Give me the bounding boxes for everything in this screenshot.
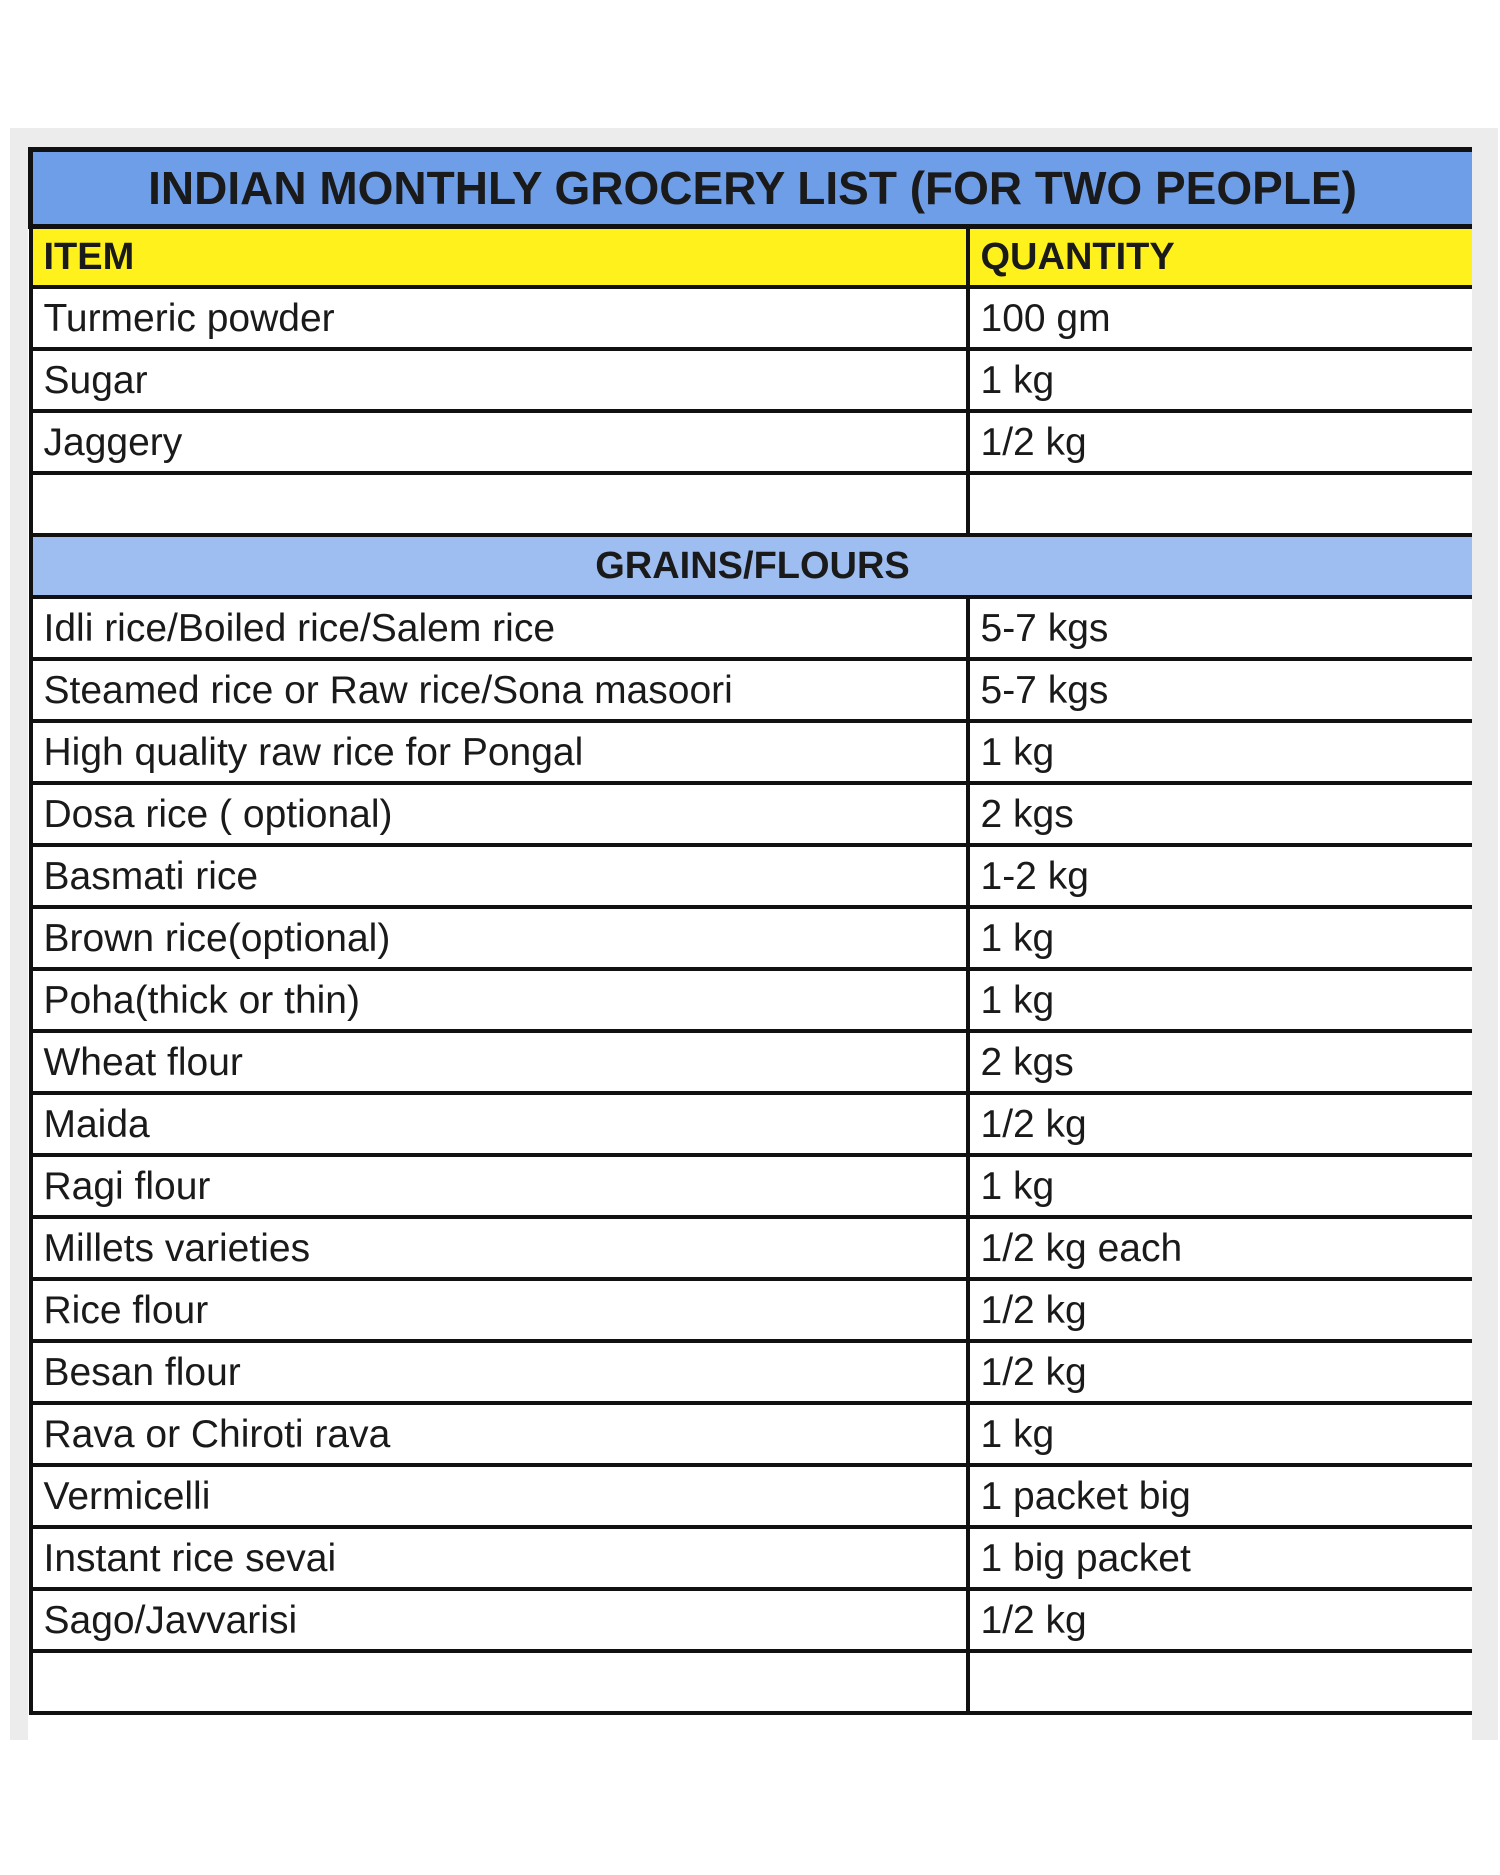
item-column-header: ITEM <box>31 227 968 288</box>
item-cell: Idli rice/Boiled rice/Salem rice <box>31 597 968 659</box>
quantity-cell: 1 big packet <box>968 1527 1473 1589</box>
item-cell: High quality raw rice for Pongal <box>31 721 968 783</box>
quantity-column-header: QUANTITY <box>968 227 1473 288</box>
item-cell: Wheat flour <box>31 1031 968 1093</box>
table-row <box>31 659 1473 721</box>
item-cell: Dosa rice ( optional) <box>31 783 968 845</box>
table-row <box>31 287 1473 349</box>
quantity-cell: 1 kg <box>968 1155 1473 1217</box>
table-row <box>31 845 1473 907</box>
quantity-cell: 1/2 kg each <box>968 1217 1473 1279</box>
section-title: GRAINS/FLOURS <box>31 535 1473 597</box>
table-row <box>31 1589 1473 1651</box>
item-cell <box>31 473 968 535</box>
table-row <box>31 349 1473 411</box>
item-cell: Turmeric powder <box>31 287 968 349</box>
table-row <box>31 1155 1473 1217</box>
table-row <box>31 411 1473 473</box>
table-row <box>31 1403 1473 1465</box>
quantity-cell <box>968 1651 1473 1713</box>
quantity-cell: 100 gm <box>968 287 1473 349</box>
section-header-row <box>31 535 1473 597</box>
quantity-cell: 1/2 kg <box>968 411 1473 473</box>
quantity-cell: 2 kgs <box>968 1031 1473 1093</box>
item-cell: Rice flour <box>31 1279 968 1341</box>
table-row <box>31 1031 1473 1093</box>
quantity-cell: 1 kg <box>968 907 1473 969</box>
item-cell: Basmati rice <box>31 845 968 907</box>
quantity-cell: 1/2 kg <box>968 1279 1473 1341</box>
grocery-sheet <box>28 147 1472 1740</box>
table-row <box>31 907 1473 969</box>
quantity-cell: 1 kg <box>968 1403 1473 1465</box>
table-row <box>31 1341 1473 1403</box>
item-cell: Poha(thick or thin) <box>31 969 968 1031</box>
table-row <box>31 1527 1473 1589</box>
quantity-cell: 1 packet big <box>968 1465 1473 1527</box>
quantity-cell: 1/2 kg <box>968 1341 1473 1403</box>
item-cell: Rava or Chiroti rava <box>31 1403 968 1465</box>
blank-row <box>31 473 1473 535</box>
quantity-cell: 1/2 kg <box>968 1589 1473 1651</box>
quantity-cell <box>968 473 1473 535</box>
item-cell: Maida <box>31 1093 968 1155</box>
quantity-cell: 1/2 kg <box>968 1093 1473 1155</box>
item-cell: Brown rice(optional) <box>31 907 968 969</box>
grocery-table-body <box>31 150 1473 1714</box>
item-cell: Sago/Javvarisi <box>31 1589 968 1651</box>
item-cell <box>31 1651 968 1713</box>
quantity-cell: 1 kg <box>968 721 1473 783</box>
item-cell: Steamed rice or Raw rice/Sona masoori <box>31 659 968 721</box>
quantity-cell: 2 kgs <box>968 783 1473 845</box>
table-row <box>31 1217 1473 1279</box>
grocery-table <box>28 147 1472 1715</box>
item-cell: Besan flour <box>31 1341 968 1403</box>
quantity-cell: 1 kg <box>968 349 1473 411</box>
item-cell: Vermicelli <box>31 1465 968 1527</box>
quantity-cell: 5-7 kgs <box>968 659 1473 721</box>
item-cell: Jaggery <box>31 411 968 473</box>
item-cell: Instant rice sevai <box>31 1527 968 1589</box>
header-row <box>31 227 1473 288</box>
table-row <box>31 1465 1473 1527</box>
blank-row <box>31 1651 1473 1713</box>
item-cell: Sugar <box>31 349 968 411</box>
list-title: INDIAN MONTHLY GROCERY LIST (FOR TWO PEOPLE) <box>31 150 1473 227</box>
quantity-cell: 1-2 kg <box>968 845 1473 907</box>
table-row <box>31 721 1473 783</box>
table-row <box>31 1279 1473 1341</box>
title-row <box>31 150 1473 227</box>
table-row <box>31 783 1473 845</box>
item-cell: Ragi flour <box>31 1155 968 1217</box>
item-cell: Millets varieties <box>31 1217 968 1279</box>
quantity-cell: 1 kg <box>968 969 1473 1031</box>
quantity-cell: 5-7 kgs <box>968 597 1473 659</box>
table-row <box>31 969 1473 1031</box>
table-row <box>31 597 1473 659</box>
table-row <box>31 1093 1473 1155</box>
